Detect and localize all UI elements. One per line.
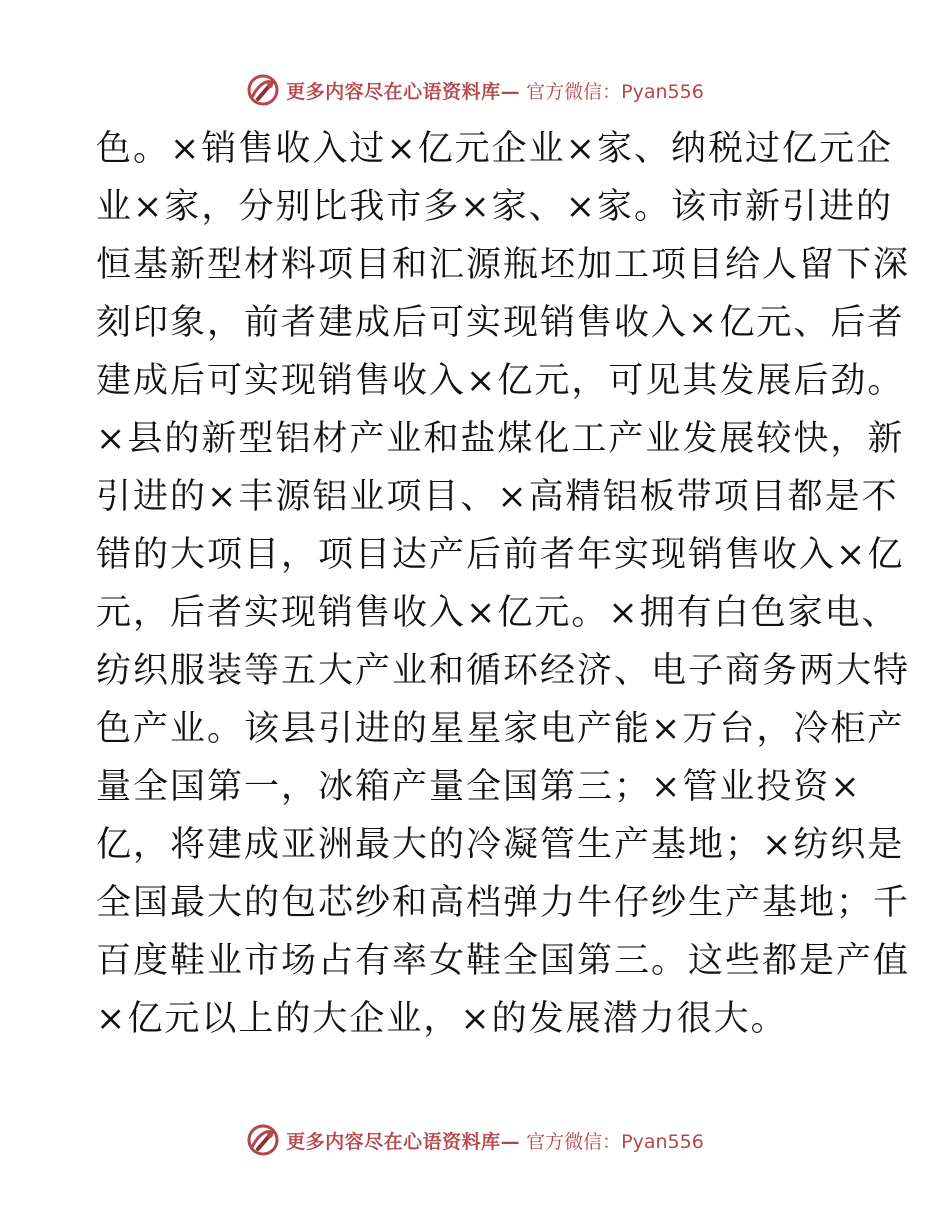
- text-line: 百度鞋业市场占有率女鞋全国第三。这些都是产值: [96, 941, 911, 981]
- text-line: 量全国第一，冰箱产量全国第三；×管业投资×: [96, 767, 862, 807]
- text-line: 错的大项目，项目达产后前者年实现销售收入×亿: [96, 535, 905, 575]
- document-body: [96, 120, 911, 1048]
- footer-brand-text: 更多内容尽在心语资料库—: [286, 1130, 521, 1153]
- text-line: 纺织服装等五大产业和循环经济、电子商务两大特: [96, 651, 911, 691]
- brand-logo-icon: [246, 73, 280, 107]
- footer-wechat-text: 官方微信：Pyan556: [526, 1130, 704, 1153]
- header-wechat-text: 官方微信：Pyan556: [526, 80, 704, 103]
- footer-banner: [0, 1120, 950, 1160]
- text-line: 元，后者实现销售收入×亿元。×拥有白色家电、: [96, 593, 899, 633]
- text-line: 亿，将建成亚洲最大的冷凝管生产基地；×纺织是: [96, 825, 905, 865]
- brand-logo-icon: [246, 1123, 280, 1157]
- text-line: ×亿元以上的大企业，×的发展潜力很大。: [96, 999, 788, 1039]
- text-line: 业×家，分别比我市多×家、×家。该市新引进的: [96, 187, 893, 227]
- text-line: 色产业。该县引进的星星家电产能×万台，冷柜产: [96, 709, 905, 749]
- text-line: 引进的×丰源铝业项目、×高精铝板带项目都是不: [96, 477, 899, 517]
- header-banner: [0, 70, 950, 110]
- text-line: 刻印象，前者建成后可实现销售收入×亿元、后者: [96, 303, 905, 343]
- text-line: ×县的新型铝材产业和盐煤化工产业发展较快，新: [96, 419, 905, 459]
- text-line: 色。×销售收入过×亿元企业×家、纳税过亿元企: [96, 129, 893, 169]
- text-line: 建成后可实现销售收入×亿元，可见其发展后劲。: [96, 361, 905, 401]
- text-line: 恒基新型材料项目和汇源瓶坯加工项目给人留下深: [96, 245, 911, 285]
- text-line: 全国最大的包芯纱和高档弹力牛仔纱生产基地；千: [96, 883, 911, 923]
- header-brand-text: 更多内容尽在心语资料库—: [286, 80, 521, 103]
